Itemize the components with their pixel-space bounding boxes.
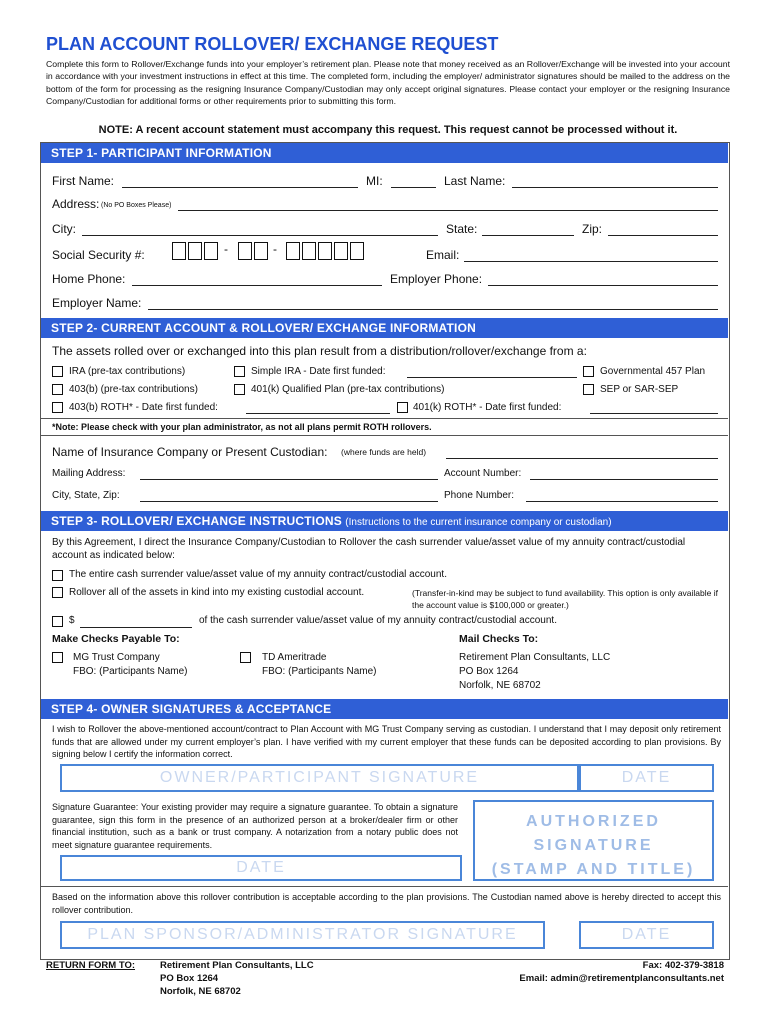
partial-amount-label: of the cash surrender value/asset value of my annuity contract/custodial account. bbox=[199, 615, 557, 626]
signature-guarantee-text: Signature Guarantee: Your existing provider may require a signature guarantee. To obtain a signature guarantee, sign this form in the presence of an authorized person at a broker/dealer firm or other financial institution, such as a bank or trust company. A notarization from a notary public does not meet signature guarantee requirements. bbox=[52, 802, 458, 850]
statement-note: NOTE: A recent account statement must accompany this request. This request cannot be processed without it. bbox=[98, 124, 678, 136]
state-field[interactable] bbox=[482, 235, 574, 236]
employer-name-field[interactable] bbox=[148, 309, 718, 310]
address-label: Address: bbox=[52, 197, 100, 211]
403b-roth-label: 403(b) ROTH* - Date first funded: bbox=[69, 402, 218, 413]
phone-number-label: Phone Number: bbox=[444, 490, 515, 501]
authorized-signature-box[interactable] bbox=[473, 800, 714, 881]
td-ameritrade-label: TD Ameritrade bbox=[262, 652, 327, 663]
return-address-line-3: Norfolk, NE 68702 bbox=[160, 986, 241, 997]
step3-intro: By this Agreement, I direct the Insurance Company/Custodian to Rollover the cash surrender value/asset value of my annuity contract/custodial account as indicated below: bbox=[52, 537, 686, 561]
guarantee-date-box[interactable]: DATE bbox=[60, 855, 462, 881]
fax-number: Fax: 402-379-3818 bbox=[642, 960, 724, 971]
authorized-line-3: (STAMP AND TITLE) bbox=[491, 861, 696, 878]
phone-number-field[interactable] bbox=[526, 501, 718, 502]
home-phone-field[interactable] bbox=[132, 285, 382, 286]
owner-date-box[interactable]: DATE bbox=[579, 764, 714, 792]
sep-label: SEP or SAR-SEP bbox=[600, 384, 679, 395]
city-state-zip-label: City, State, Zip: bbox=[52, 490, 120, 501]
partial-amount-field[interactable] bbox=[80, 627, 192, 628]
employer-phone-label: Employer Phone: bbox=[390, 272, 483, 286]
gov-457-checkbox[interactable] bbox=[583, 366, 594, 377]
in-kind-checkbox[interactable] bbox=[52, 587, 63, 598]
mail-line-1: Retirement Plan Consultants, LLC bbox=[459, 652, 611, 663]
entire-value-label: The entire cash surrender value/asset value of my annuity contract/custodial account. bbox=[69, 569, 447, 580]
zip-field[interactable] bbox=[608, 235, 718, 236]
403b-roth-date-field[interactable] bbox=[246, 413, 390, 414]
payable-to-heading: Make Checks Payable To: bbox=[52, 633, 180, 645]
email-field[interactable] bbox=[464, 261, 718, 262]
mg-trust-fbo: FBO: (Participants Name) bbox=[73, 666, 188, 677]
401k-roth-checkbox[interactable] bbox=[397, 402, 408, 413]
401k-label: 401(k) Qualified Plan (pre-tax contributions) bbox=[251, 384, 445, 395]
address-field[interactable] bbox=[178, 210, 718, 211]
step4-intro: I wish to Rollover the above-mentioned account/contract to Plan Account with MG Trust Company serving as custodian. I understand that I may deposit only retirement funds that are allowed under my current employer’s plan. I have verified with my current employer that these funds can be deposited according to plan provisions. By signing below I certify the information correct. bbox=[52, 724, 721, 759]
employer-phone-field[interactable] bbox=[488, 285, 718, 286]
simple-ira-label: Simple IRA - Date first funded: bbox=[251, 366, 386, 377]
insurance-name-field[interactable] bbox=[446, 458, 718, 459]
acceptance-text: Based on the information above this rollover contribution is acceptable according to the plan provisions. The Custodian named above is hereby directed to accept this rollover contribution. bbox=[52, 892, 721, 915]
return-address-line-2: PO Box 1264 bbox=[160, 973, 219, 984]
step2-header: STEP 2- CURRENT ACCOUNT & ROLLOVER/ EXCHANGE INFORMATION bbox=[41, 318, 728, 338]
partial-amount-checkbox[interactable] bbox=[52, 616, 63, 627]
entire-value-checkbox[interactable] bbox=[52, 570, 63, 581]
last-name-field[interactable] bbox=[512, 187, 718, 188]
mail-line-2: PO Box 1264 bbox=[459, 666, 519, 677]
sponsor-date-box[interactable]: DATE bbox=[579, 921, 714, 949]
contact-email: Email: admin@retirementplanconsultants.net bbox=[519, 973, 724, 984]
403b-roth-checkbox[interactable] bbox=[52, 402, 63, 413]
city-label: City: bbox=[52, 222, 76, 236]
first-name-field[interactable] bbox=[122, 187, 358, 188]
mail-to-heading: Mail Checks To: bbox=[459, 633, 539, 645]
step3-header-note: (Instructions to the current insurance company or custodian) bbox=[345, 517, 612, 528]
owner-signature-box[interactable]: OWNER/PARTICIPANT SIGNATURE bbox=[60, 764, 579, 792]
mg-trust-label: MG Trust Company bbox=[73, 652, 160, 663]
403b-label: 403(b) (pre-tax contributions) bbox=[69, 384, 198, 395]
divider bbox=[41, 418, 728, 419]
td-ameritrade-checkbox[interactable] bbox=[240, 652, 251, 663]
in-kind-note: (Transfer-in-kind may be subject to fund availability. This option is only available if the account value is $100,000 or greater.) bbox=[412, 588, 718, 610]
city-field[interactable] bbox=[82, 235, 438, 236]
insurance-name-note: (where funds are held) bbox=[341, 447, 427, 457]
mailing-address-label: Mailing Address: bbox=[52, 468, 126, 479]
mi-field[interactable] bbox=[391, 187, 436, 188]
roth-note: *Note: Please check with your plan administrator, as not all plans permit ROTH rollovers. bbox=[52, 422, 432, 432]
first-name-label: First Name: bbox=[52, 174, 115, 188]
home-phone-label: Home Phone: bbox=[52, 272, 126, 286]
return-form-label: RETURN FORM TO: bbox=[46, 960, 136, 971]
mailing-address-field[interactable] bbox=[140, 479, 438, 480]
mi-label: MI: bbox=[366, 174, 383, 188]
step1-header: STEP 1- PARTICIPANT INFORMATION bbox=[41, 143, 728, 163]
zip-label: Zip: bbox=[582, 222, 603, 236]
in-kind-label: Rollover all of the assets in kind into my existing custodial account. bbox=[69, 587, 365, 598]
account-number-field[interactable] bbox=[530, 479, 718, 480]
403b-checkbox[interactable] bbox=[52, 384, 63, 395]
sep-checkbox[interactable] bbox=[583, 384, 594, 395]
step3-header: STEP 3- ROLLOVER/ EXCHANGE INSTRUCTIONS (Instructions to the current insurance company or custodian) bbox=[41, 511, 728, 531]
401k-checkbox[interactable] bbox=[234, 384, 245, 395]
dollar-sign: $ bbox=[69, 615, 75, 626]
ssn-label: Social Security #: bbox=[52, 248, 145, 262]
employer-name-label: Employer Name: bbox=[52, 296, 142, 310]
ira-label: IRA (pre-tax contributions) bbox=[69, 366, 186, 377]
authorized-line-1: AUTHORIZED bbox=[526, 813, 661, 830]
simple-ira-date-field[interactable] bbox=[407, 377, 577, 378]
state-label: State: bbox=[446, 222, 478, 236]
ira-checkbox[interactable] bbox=[52, 366, 63, 377]
divider bbox=[41, 435, 728, 436]
sponsor-signature-box[interactable]: PLAN SPONSOR/ADMINISTRATOR SIGNATURE bbox=[60, 921, 545, 949]
mail-line-3: Norfolk, NE 68702 bbox=[459, 680, 541, 691]
simple-ira-checkbox[interactable] bbox=[234, 366, 245, 377]
mg-trust-checkbox[interactable] bbox=[52, 652, 63, 663]
city-state-zip-field[interactable] bbox=[140, 501, 438, 502]
return-address-line-1: Retirement Plan Consultants, LLC bbox=[160, 960, 314, 971]
form-title: PLAN ACCOUNT ROLLOVER/ EXCHANGE REQUEST bbox=[46, 34, 499, 54]
intro-paragraph: Complete this form to Rollover/Exchange funds into your employer’s retirement plan. Please note that money received as an Rollover/Exchange will be invested into your account in accordance with your investment instructions in effect at this time. The completed form, including the employer/ administrator signatures should be mailed to the address on the bottom of the form for processing as the resigning Insurance Company/Custodian may only accept original signatures. Please contact your employer or the resigning Insurance Company/Custodian for additional forms or other requirements prior to submitting this form. bbox=[46, 59, 730, 106]
step2-intro: The assets rolled over or exchanged into this plan result from a distribution/rollover/exchange from a: bbox=[52, 344, 587, 358]
authorized-line-2: SIGNATURE bbox=[533, 837, 654, 854]
insurance-name-label: Name of Insurance Company or Present Custodian: bbox=[52, 445, 328, 459]
account-number-label: Account Number: bbox=[444, 468, 522, 479]
td-ameritrade-fbo: FBO: (Participants Name) bbox=[262, 666, 377, 677]
gov-457-label: Governmental 457 Plan bbox=[600, 366, 706, 377]
401k-roth-label: 401(k) ROTH* - Date first funded: bbox=[413, 402, 562, 413]
address-note: (No PO Boxes Please) bbox=[101, 202, 172, 209]
last-name-label: Last Name: bbox=[444, 174, 506, 188]
divider bbox=[41, 886, 728, 887]
401k-roth-date-field[interactable] bbox=[590, 413, 718, 414]
email-label: Email: bbox=[426, 248, 460, 262]
step4-header: STEP 4- OWNER SIGNATURES & ACCEPTANCE bbox=[41, 699, 728, 719]
